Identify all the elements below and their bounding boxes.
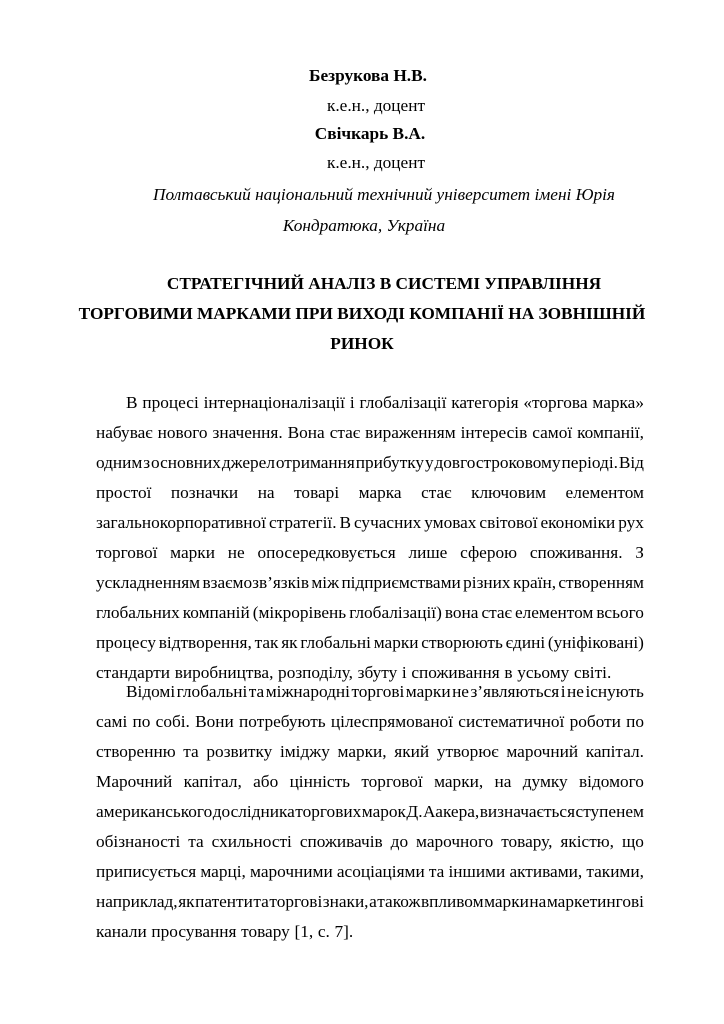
- paragraph-2-line: [96, 832, 644, 852]
- paragraph-2-line: [126, 682, 644, 702]
- affiliation-line-2: Кондратюка, Україна: [282, 216, 446, 235]
- word: глобальних: [96, 603, 180, 622]
- word: і: [349, 393, 355, 412]
- author-2-degree: к.е.н., доцент: [326, 153, 426, 172]
- paragraph-2-line: [96, 802, 644, 822]
- word: єдині: [505, 633, 546, 652]
- word: ключовим: [471, 483, 547, 502]
- word: роботи: [569, 712, 621, 731]
- word: інтересів: [460, 423, 528, 442]
- word: марки: [170, 543, 215, 562]
- word: та: [253, 892, 269, 911]
- word: глобалізації): [349, 603, 442, 622]
- word: або: [253, 772, 279, 791]
- word: торгової: [96, 543, 158, 562]
- word: вираженням: [365, 423, 456, 442]
- word: цілеспрямованої: [330, 712, 454, 731]
- word: процесу: [96, 633, 156, 652]
- word: простої: [96, 483, 152, 502]
- word: створенням: [558, 573, 644, 592]
- word: розвитку: [206, 742, 273, 761]
- word: знаки,: [322, 892, 369, 911]
- word: економіки: [540, 513, 616, 532]
- word: торгової: [361, 772, 423, 791]
- word: якістю,: [560, 832, 614, 851]
- word: марці,: [200, 862, 246, 881]
- word: потребують: [239, 712, 326, 731]
- word: в: [504, 663, 513, 682]
- word: до: [390, 832, 409, 851]
- word: довгостроковому: [434, 453, 561, 472]
- word: і: [401, 663, 407, 682]
- word: також: [377, 892, 421, 911]
- paragraph-2-line: [96, 862, 644, 882]
- word: підприємствами: [341, 573, 461, 592]
- word: торгові: [351, 682, 405, 701]
- paragraph-1-line: [96, 543, 644, 563]
- word: створенню: [96, 742, 176, 761]
- word: який: [394, 742, 430, 761]
- word: собі.: [155, 712, 190, 731]
- paragraph-1-line: [96, 663, 644, 683]
- word: дослідника: [212, 802, 295, 821]
- word: самої: [532, 423, 573, 442]
- word: патенти: [195, 892, 253, 911]
- word: всього: [596, 603, 644, 622]
- word: що: [621, 832, 644, 851]
- word: лише: [408, 543, 448, 562]
- word: глобалізації: [359, 393, 447, 412]
- word: обізнаності: [96, 832, 181, 851]
- word: існують: [585, 682, 644, 701]
- word: споживачів: [299, 832, 383, 851]
- word: стає: [329, 423, 361, 442]
- word: марочного: [416, 832, 494, 851]
- word: Вона: [287, 423, 325, 442]
- word: стає: [421, 483, 452, 502]
- word: елементом: [565, 483, 644, 502]
- word: визначається: [479, 802, 576, 821]
- word: відомого: [579, 772, 644, 791]
- word: загальнокорпоративної: [96, 513, 267, 532]
- word: набуває: [96, 423, 153, 442]
- article-title-line-2: ТОРГОВИМИ МАРКАМИ ПРИ ВИХОДІ КОМПАНІЇ НА ЗОВНІШНІЙ: [78, 304, 646, 323]
- word: джерел: [221, 453, 275, 472]
- word: та: [428, 862, 445, 881]
- word: марки: [484, 892, 529, 911]
- word: активами,: [509, 862, 583, 881]
- word: торгові: [269, 892, 323, 911]
- word: не: [567, 682, 584, 701]
- word: стає: [481, 603, 512, 622]
- word: асоціаціями: [336, 862, 425, 881]
- paragraph-1-line: [96, 513, 644, 533]
- word: схильності: [211, 832, 292, 851]
- word: світі.: [573, 663, 612, 682]
- word: одним: [96, 453, 143, 472]
- word: і: [560, 682, 566, 701]
- word: марочними: [250, 862, 333, 881]
- word: американського: [96, 802, 213, 821]
- word: опосередковується: [257, 543, 396, 562]
- word: значення.: [212, 423, 283, 442]
- word: товарі: [294, 483, 340, 502]
- word: на: [257, 483, 275, 502]
- paragraph-2-line: [96, 742, 644, 762]
- word: іншими: [448, 862, 506, 881]
- word: збуту: [357, 663, 398, 682]
- word: товару: [241, 922, 290, 941]
- paragraph-1-line: [96, 483, 644, 503]
- word: та: [183, 742, 199, 761]
- word: як: [178, 892, 195, 911]
- word: В: [339, 513, 352, 532]
- word: створюють: [421, 633, 503, 652]
- word: Відомі: [126, 682, 176, 701]
- word: стандарти: [96, 663, 171, 682]
- word: вона: [444, 603, 479, 622]
- word: усьому: [517, 663, 570, 682]
- word: нового: [157, 423, 208, 442]
- affiliation-line-1: Полтавський національний технічний університет імені Юрія: [153, 185, 615, 204]
- word: марки,: [337, 742, 387, 761]
- word: Марочний: [96, 772, 173, 791]
- word: торгових: [295, 802, 362, 821]
- word: маркетингові: [546, 892, 644, 911]
- word: країн,: [512, 573, 557, 592]
- word: сучасних: [353, 513, 422, 532]
- word: марка: [358, 483, 402, 502]
- author-1-name: Безрукова Н.В.: [309, 66, 427, 85]
- word: у: [424, 453, 434, 472]
- word: світової: [479, 513, 538, 532]
- word: с.: [317, 922, 330, 941]
- word: процесі: [142, 393, 199, 412]
- word: ускладненням: [96, 573, 201, 592]
- word: капітал,: [183, 772, 242, 791]
- word: глобальні: [176, 682, 248, 701]
- word: розподілу,: [278, 663, 353, 682]
- word: на: [494, 772, 512, 791]
- paragraph-1-line: [96, 423, 644, 443]
- word: позначки: [170, 483, 239, 502]
- word: канали: [96, 922, 147, 941]
- word: періоді.: [561, 453, 618, 472]
- word: В: [126, 393, 138, 412]
- word: З: [635, 543, 644, 562]
- word: цінність: [289, 772, 351, 791]
- word: між: [311, 573, 340, 592]
- word: просування: [151, 922, 237, 941]
- paragraph-2-line: [96, 892, 644, 912]
- word: сферою: [460, 543, 518, 562]
- word: утворює: [436, 742, 499, 761]
- word: не: [452, 682, 469, 701]
- word: міжнародні: [265, 682, 350, 701]
- word: з: [143, 453, 151, 472]
- word: взаємозв’язків: [202, 573, 309, 592]
- word: так: [254, 633, 279, 652]
- word: (мікрорівень: [252, 603, 347, 622]
- paragraph-2-line: [96, 712, 644, 732]
- word: з’являються: [470, 682, 560, 701]
- word: компаній: [182, 603, 250, 622]
- word: приписується: [96, 862, 197, 881]
- word: Від: [618, 453, 644, 472]
- word: думку: [522, 772, 568, 791]
- word: марки: [373, 633, 419, 652]
- word: марки: [405, 682, 451, 701]
- word: різних: [463, 573, 511, 592]
- paragraph-1-line: [96, 573, 644, 593]
- word: [1,: [294, 922, 314, 941]
- word: марок: [361, 802, 406, 821]
- word: отримання: [275, 453, 355, 472]
- word: Д.: [406, 802, 423, 821]
- word: споживання.: [529, 543, 623, 562]
- word: умовах: [424, 513, 477, 532]
- paragraph-1-line: [96, 603, 644, 623]
- word: самі: [96, 712, 128, 731]
- word: ступенем: [575, 802, 644, 821]
- word: по: [626, 712, 644, 731]
- paragraph-1-line: [126, 393, 644, 413]
- word: споживання: [411, 663, 500, 682]
- author-1-degree: к.е.н., доцент: [326, 96, 426, 115]
- word: та: [248, 682, 265, 701]
- word: основних: [151, 453, 221, 472]
- word: наприклад,: [96, 892, 178, 911]
- word: марка»: [592, 393, 644, 412]
- article-title-line-1: СТРАТЕГІЧНИЙ АНАЛІЗ В СИСТЕМІ УПРАВЛІННЯ: [166, 274, 602, 293]
- word: категорія: [451, 393, 519, 412]
- word: капітал.: [585, 742, 644, 761]
- word: глобальні: [300, 633, 371, 652]
- word: як: [281, 633, 298, 652]
- article-title-line-3: РИНОК: [330, 334, 394, 353]
- word: марочний: [506, 742, 579, 761]
- word: рух: [618, 513, 644, 532]
- word: стратегії.: [268, 513, 337, 532]
- word: систематичної: [458, 712, 565, 731]
- word: марки,: [434, 772, 484, 791]
- word: а: [369, 892, 377, 911]
- word: 7].: [334, 922, 354, 941]
- word: компанії,: [577, 423, 644, 442]
- word: елементом: [514, 603, 594, 622]
- word: по: [132, 712, 151, 731]
- word: не: [227, 543, 245, 562]
- word: впливом: [420, 892, 484, 911]
- word: та: [188, 832, 204, 851]
- author-2-name: Свічкарь В.А.: [314, 124, 426, 143]
- paragraph-1-line: [96, 633, 644, 653]
- word: іміджу: [279, 742, 330, 761]
- word: «торгова: [523, 393, 588, 412]
- word: такими,: [586, 862, 644, 881]
- word: виробництва,: [174, 663, 274, 682]
- paragraph-2-line: [96, 922, 644, 942]
- word: (уніфіковані): [547, 633, 644, 652]
- paragraph-1-line: [96, 453, 644, 473]
- word: відтворення,: [158, 633, 252, 652]
- word: товару,: [501, 832, 553, 851]
- word: Вони: [195, 712, 234, 731]
- word: прибутку: [355, 453, 425, 472]
- word: на: [529, 892, 547, 911]
- word: Аакера,: [423, 802, 480, 821]
- paragraph-2-line: [96, 772, 644, 792]
- word: інтернаціоналізації: [203, 393, 345, 412]
